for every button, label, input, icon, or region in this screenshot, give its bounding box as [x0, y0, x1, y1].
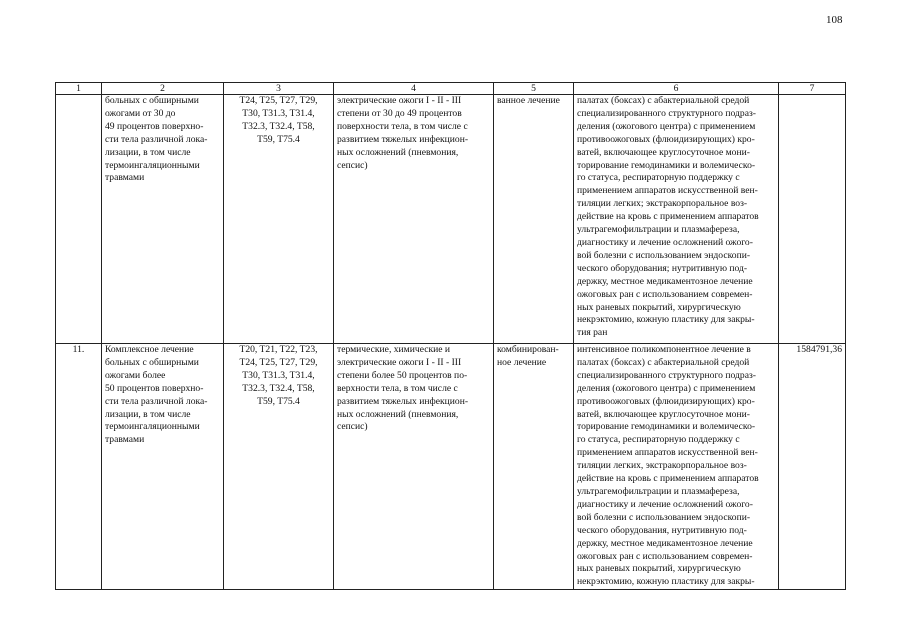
- text-line: термоингаляционными: [105, 421, 200, 433]
- text-line: 50 процентов поверхно-: [105, 382, 204, 394]
- text-line: вой болезни с использованием эндоскопи-: [577, 511, 751, 523]
- text-line: тия ран: [577, 327, 608, 339]
- treatment-type-cell: [494, 344, 574, 590]
- icd-codes-cell: [224, 95, 334, 344]
- column-header-2: 2: [102, 83, 224, 95]
- text-line: электрические ожоги I - II - III: [337, 95, 462, 106]
- text-line: больных с обширными: [105, 95, 199, 106]
- cost-cell: 1584791,36: [779, 344, 846, 590]
- text-line: комбинирован-: [497, 344, 559, 355]
- text-line: го статуса, респираторную поддержку с: [577, 172, 740, 184]
- text-line: Комплексное лечение: [105, 344, 194, 355]
- text-line: некрэктомию, кожную пластику для закры-: [577, 314, 755, 326]
- text-line: деления (ожогового центра) с применением: [577, 120, 756, 132]
- text-line: T24, T25, T27, T29,: [239, 356, 318, 368]
- text-line: ультрагемофильтрации и плазмафереза,: [577, 485, 740, 497]
- column-header-7: 7: [779, 83, 846, 95]
- table-row: [56, 95, 846, 344]
- text-line: верхности тела, в том числе с: [337, 382, 458, 394]
- text-line: тиляции легких, экстракорпоральное воз-: [577, 460, 747, 472]
- column-header-4: 4: [334, 83, 494, 95]
- text-line: ческого оборудования; нутритивную под-: [577, 262, 748, 274]
- text-line: 49 процентов поверхно-: [105, 120, 204, 132]
- text-line: ных раневых покрытий, хирургическую: [577, 563, 741, 575]
- text-line: больных с обширными: [105, 356, 199, 368]
- text-line: сепсис): [337, 159, 368, 171]
- text-line: деления (ожогового центра) с применением: [577, 382, 756, 394]
- text-line: противоожоговых (флюидизирующих) кро-: [577, 395, 755, 407]
- text-line: термические, химические и: [337, 344, 451, 355]
- icd-codes-cell: [224, 344, 334, 590]
- text-line: лизации, в том числе: [105, 146, 191, 158]
- text-line: T20, T21, T22, T23,: [239, 344, 318, 355]
- text-line: ческого оборудования, нутритивную под-: [577, 524, 747, 536]
- treatment-name-cell: [102, 95, 224, 344]
- text-line: держку, местное медикаментозное лечение: [577, 537, 753, 549]
- table-row: [56, 344, 846, 590]
- text-line: торирование гемодинамики и волемическо-: [577, 159, 756, 171]
- text-line: специализированного структурного подраз-: [577, 369, 756, 381]
- text-line: ное лечение: [497, 356, 547, 368]
- text-line: T32.3, T32.4, T58,: [242, 120, 315, 132]
- patient-model-cell: [334, 95, 494, 344]
- row-number: 11.: [56, 344, 102, 590]
- text-line: го статуса, респираторную поддержку с: [577, 434, 740, 446]
- text-line: тиляции легких; экстракорпоральное воз-: [577, 198, 748, 210]
- text-line: ожоговых ран с использованием современ-: [577, 288, 753, 300]
- column-header-6: 6: [574, 83, 779, 95]
- text-line: применением аппаратов искусственной вен-: [577, 447, 758, 459]
- text-line: T59, T75.4: [257, 395, 300, 407]
- text-line: травмами: [105, 172, 145, 184]
- text-line: T30, T31.3, T31.4,: [242, 369, 315, 381]
- treatment-method-cell: [574, 344, 779, 590]
- text-line: ных осложнений (пневмония,: [337, 408, 459, 420]
- treatment-type-cell: [494, 95, 574, 344]
- text-line: держку, местное медикаментозное лечение: [577, 275, 753, 287]
- text-line: поверхности тела, в том числе с: [337, 120, 468, 132]
- row-number: [56, 95, 102, 344]
- text-line: T59, T75.4: [257, 133, 300, 145]
- text-line: применением аппаратов искусственной вен-: [577, 185, 758, 197]
- text-line: ватей, включающее круглосуточное мони-: [577, 408, 750, 420]
- text-line: палатах (боксах) с абактериальной средой: [577, 95, 750, 106]
- text-line: ожогами более: [105, 369, 166, 381]
- text-line: ожоговых ран с использованием современ-: [577, 550, 753, 562]
- text-line: ных осложнений (пневмония,: [337, 146, 459, 158]
- patient-model-cell: [334, 344, 494, 590]
- column-header-1: 1: [56, 83, 102, 95]
- text-line: действие на кровь с применением аппаратов: [577, 211, 759, 223]
- text-line: ванное лечение: [497, 95, 560, 106]
- text-line: развитием тяжелых инфекцион-: [337, 395, 469, 407]
- text-line: ных раневых покрытий, хирургическую: [577, 301, 741, 313]
- text-line: торирование гемодинамики и волемическо-: [577, 421, 756, 433]
- text-line: ожогами от 30 до: [105, 107, 176, 119]
- text-line: диагностику и лечение осложнений ожого-: [577, 498, 753, 510]
- text-line: лизации, в том числе: [105, 408, 191, 420]
- text-line: вой болезни с использованием эндоскопи-: [577, 249, 751, 261]
- text-line: развитием тяжелых инфекцион-: [337, 133, 469, 145]
- text-line: степени от 30 до 49 процентов: [337, 107, 462, 119]
- text-line: сти тела различной лока-: [105, 395, 208, 407]
- column-number-row: [56, 83, 846, 95]
- cost-cell: [779, 95, 846, 344]
- text-line: диагностику и лечение осложнений ожого-: [577, 236, 753, 248]
- page-number: 108: [826, 14, 843, 26]
- text-line: противоожоговых (флюидизирующих) кро-: [577, 133, 755, 145]
- text-line: сепсис): [337, 421, 368, 433]
- text-line: травмами: [105, 434, 145, 446]
- text-line: электрические ожоги I - II - III: [337, 356, 462, 368]
- text-line: сти тела различной лока-: [105, 133, 208, 145]
- text-line: специализированного структурного подраз-: [577, 107, 756, 119]
- text-line: палатах (боксах) с абактериальной средой: [577, 356, 750, 368]
- text-line: интенсивное поликомпонентное лечение в: [577, 344, 751, 355]
- column-header-5: 5: [494, 83, 574, 95]
- treatment-name-cell: [102, 344, 224, 590]
- text-line: ультрагемофильтрации и плазмафереза,: [577, 224, 740, 236]
- text-line: T30, T31.3, T31.4,: [242, 107, 315, 119]
- treatment-method-cell: [574, 95, 779, 344]
- text-line: T32.3, T32.4, T58,: [242, 382, 315, 394]
- text-line: действие на кровь с применением аппаратов: [577, 473, 759, 485]
- tariff-table: [55, 82, 846, 590]
- text-line: некрэктомию, кожную пластику для закры-: [577, 576, 755, 588]
- text-line: T24, T25, T27, T29,: [239, 95, 318, 106]
- text-line: степени более 50 процентов по-: [337, 369, 468, 381]
- column-header-3: 3: [224, 83, 334, 95]
- text-line: термоингаляционными: [105, 159, 200, 171]
- text-line: ватей, включающее круглосуточное мони-: [577, 146, 750, 158]
